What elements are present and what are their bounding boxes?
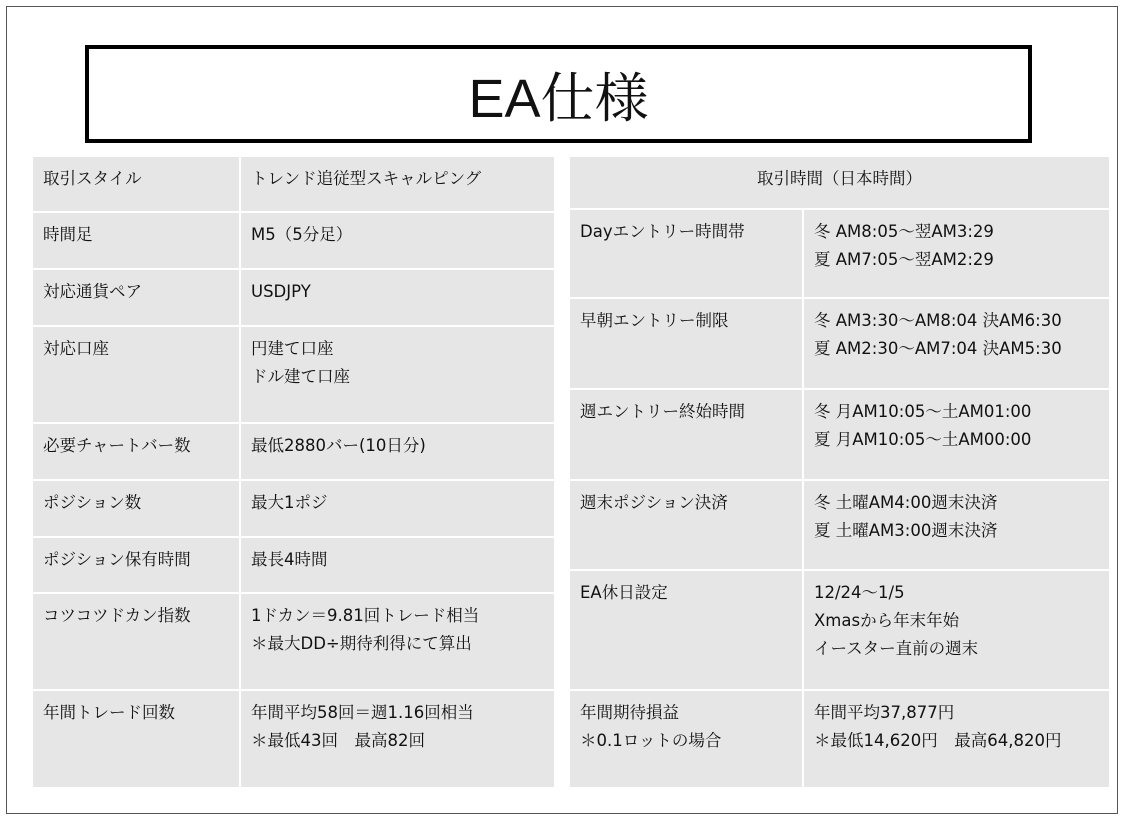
time-value-line: 冬 土曜AM4:00週末決済 <box>814 493 998 512</box>
time-label <box>570 299 802 388</box>
time-label <box>570 210 802 297</box>
spec-value <box>241 481 554 536</box>
time-value-line: 冬 月AM10:05～土AM01:00 <box>814 402 1032 421</box>
spec-label-line: 取引スタイル <box>43 169 142 188</box>
spec-value <box>241 424 554 479</box>
spec-value-line: 最長4時間 <box>251 550 328 569</box>
time-value-line: ＊最低14,620円 最高64,820円 <box>814 731 1062 750</box>
spec-value-line: トレンド追従型スキャルピング <box>251 169 482 188</box>
time-value-line: 年間平均37,877円 <box>814 703 955 722</box>
spec-value-line: 1ドカン＝9.81回トレード相当 <box>251 606 480 625</box>
time-label <box>570 691 802 787</box>
time-value-line: 12/24～1/5 <box>814 583 905 602</box>
spec-label-line: 対応口座 <box>43 339 109 358</box>
spec-value <box>241 327 554 422</box>
spec-label-line: ポジション数 <box>43 493 142 512</box>
time-value <box>804 691 1109 787</box>
time-label-line: 早朝エントリー制限 <box>580 311 729 330</box>
spec-table <box>33 157 554 787</box>
time-value-line: 夏 月AM10:05～土AM00:00 <box>814 430 1032 449</box>
spec-label-line: 時間足 <box>43 225 93 244</box>
spec-value <box>241 270 554 325</box>
spec-value-line: ドル建て口座 <box>251 367 350 386</box>
spec-value-line: 年間平均58回＝週1.16回相当 <box>251 703 474 722</box>
spec-label <box>33 213 239 268</box>
spec-label <box>33 157 239 211</box>
spec-label <box>33 270 239 325</box>
spec-label <box>33 424 239 479</box>
time-label-line: 週エントリー終始時間 <box>580 402 745 421</box>
time-value <box>804 481 1109 569</box>
spec-value <box>241 213 554 268</box>
trading-hours-header: 取引時間（日本時間） <box>570 157 1109 208</box>
spec-label <box>33 594 239 689</box>
time-label <box>570 571 802 689</box>
time-value-line: 冬 AM8:05～翌AM3:29 <box>814 222 994 241</box>
time-label-line: EA休日設定 <box>580 583 668 602</box>
trading-hours-table <box>570 157 1109 787</box>
time-value-line: 冬 AM3:30～AM8:04 決AM6:30 <box>814 311 1062 330</box>
spec-label-line: コツコツドカン指数 <box>43 606 191 625</box>
spec-label <box>33 538 239 592</box>
time-value-line: 夏 AM7:05～翌AM2:29 <box>814 250 994 269</box>
time-label <box>570 390 802 479</box>
spec-value <box>241 157 554 211</box>
time-value-line: 夏 土曜AM3:00週末決済 <box>814 521 998 540</box>
spec-label <box>33 691 239 787</box>
spec-value-line: 円建て口座 <box>251 339 334 358</box>
spec-value-line: 最低2880バー(10日分) <box>251 436 426 455</box>
spec-label-line: ポジション保有時間 <box>43 550 191 569</box>
time-value <box>804 210 1109 297</box>
time-label <box>570 481 802 569</box>
time-label-line: ＊0.1ロットの場合 <box>580 731 722 750</box>
time-value <box>804 571 1109 689</box>
spec-value-line: USDJPY <box>251 282 311 301</box>
title-box <box>85 45 1032 143</box>
time-value-line: Xmasから年末年始 <box>814 611 960 630</box>
spec-value <box>241 594 554 689</box>
time-value <box>804 390 1109 479</box>
page-title: EA仕様 <box>468 68 649 129</box>
spec-value <box>241 691 554 787</box>
spec-label-line: 必要チャートバー数 <box>43 436 191 455</box>
spec-label <box>33 327 239 422</box>
spec-value <box>241 538 554 592</box>
spec-value-line: 最大1ポジ <box>251 493 328 512</box>
spec-value-line: ＊最低43回 最高82回 <box>251 731 425 750</box>
spec-label <box>33 481 239 536</box>
time-label-line: 年間期待損益 <box>580 703 679 722</box>
spec-value-line: ＊最大DD÷期待利得にて算出 <box>251 634 472 653</box>
spec-value-line: M5（5分足） <box>251 225 353 244</box>
time-value-line: 夏 AM2:30～AM7:04 決AM5:30 <box>814 339 1062 358</box>
time-value <box>804 299 1109 388</box>
time-label-line: Dayエントリー時間帯 <box>580 222 745 241</box>
spec-label-line: 年間トレード回数 <box>43 703 175 722</box>
spec-label-line: 対応通貨ペア <box>43 282 142 301</box>
time-value-line: イースター直前の週末 <box>814 639 979 658</box>
time-label-line: 週末ポジション決済 <box>580 493 728 512</box>
